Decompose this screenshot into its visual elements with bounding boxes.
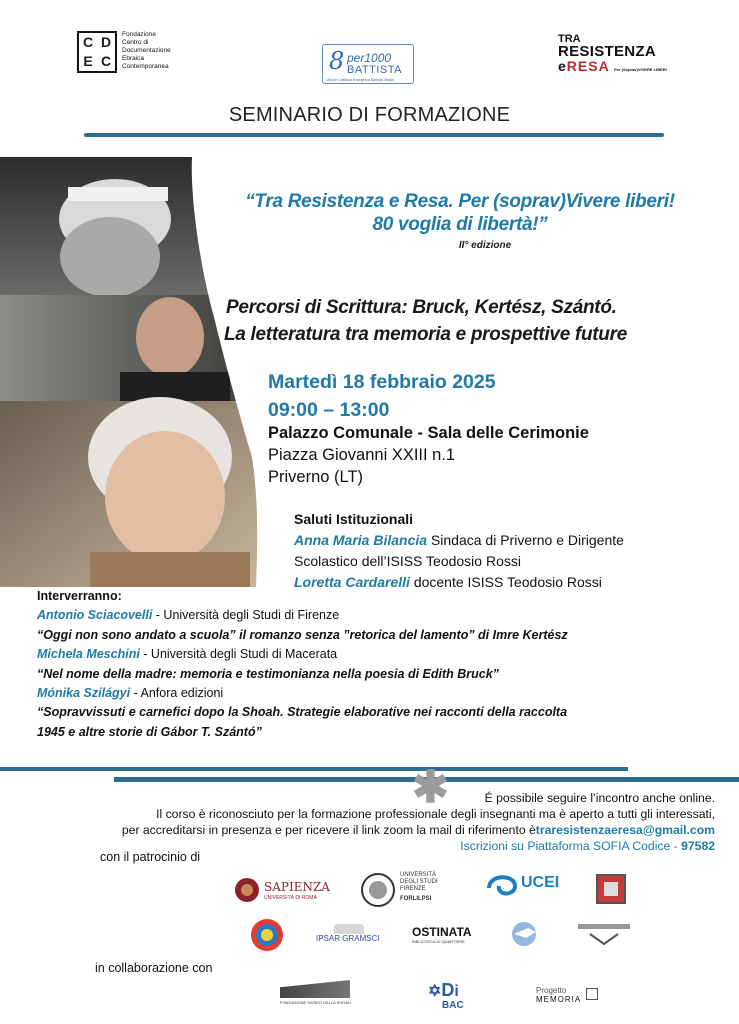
venue-city: Priverno (LT) (268, 468, 364, 486)
talk-title: “Sopravvissuti e carnefici dopo la Shoah. Strategie elaborative nei racconti della raccolta (37, 705, 568, 720)
memoria-box-icon (586, 988, 598, 1000)
cdec-text-line: Contemporanea (122, 63, 169, 70)
cdec-text-line: Documentazione (122, 47, 171, 54)
school-seal-icon (250, 918, 284, 952)
museo-name: FONDAZIONE MUSEO DELLA SHOAH (280, 1000, 351, 1005)
venue-name: Palazzo Comunale - Sala delle Cerimonie (268, 424, 589, 442)
event-subtitle-line2: La letteratura tra memoria e prospettive future (224, 324, 627, 345)
museo-building-icon (280, 980, 350, 998)
eagle-logo-icon (576, 922, 632, 948)
divider (0, 767, 628, 771)
cdec-text-line: Fondazione (122, 31, 156, 38)
otto-name: BATTISTA (347, 64, 402, 76)
cdec-letter: E (83, 53, 93, 69)
speaker-name: Mónika Szilágyi (37, 686, 131, 701)
unifi-text (400, 872, 438, 903)
speaker-name: Antonio Sciacovelli (37, 608, 153, 623)
speaker-role: Sindaca di Priverno e Dirigente (427, 532, 624, 548)
cdec-text-line: Ebraica (122, 55, 145, 62)
speaker-name: Loretta Cardarelli (294, 574, 410, 590)
sapienza-logo (234, 874, 330, 908)
sofia-code: 97582 (681, 839, 715, 853)
event-subtitle (226, 294, 726, 348)
talk-title: 1945 e altre storie di Gábor T. Szántó” (37, 724, 262, 739)
patrocinio-label: con il patrocinio di (100, 850, 201, 864)
otto-per: per1000 (347, 51, 392, 65)
talk-title: “Nel nome della madre: memoria e testimonianza nella poesia di Edith Bruck” (37, 666, 499, 681)
event-subtitle-line1: Percorsi di Scrittura: Bruck, Kertész, Szántó. (226, 297, 617, 318)
unifi-logo (360, 870, 450, 914)
tr-logo-line1: TRA (558, 33, 581, 45)
otto-sub: Unione Cristiana Evangelica Battista d'Italia (326, 78, 394, 82)
collaborazione-label: in collaborazione con (95, 961, 213, 975)
tr-logo-line3 (558, 59, 668, 77)
sapienza-name: SAPIENZA (264, 880, 330, 894)
divider (84, 133, 664, 137)
sofia-label: Iscrizioni su Piattaforma SOFIA Codice - (460, 839, 682, 853)
cdec-text-line: Centro di (122, 39, 149, 46)
speaker-role: Scolastico dell’ISISS Teodosio Rossi (294, 553, 521, 569)
event-datetime (268, 368, 496, 424)
unifi-seal-icon (360, 872, 396, 908)
saluti-section (294, 509, 714, 593)
speaker-role: docente ISISS Teodosio Rossi (409, 574, 602, 590)
dove-logo-icon (508, 920, 548, 956)
event-title-line1: “Tra Resistenza e Resa. Per (soprav)Vivere liberi! (245, 191, 675, 212)
ottopermille-logo (322, 44, 414, 84)
info-online: É possibile seguire l’incontro anche online. (484, 791, 715, 805)
speaker-affiliation: - Università degli Studi di Firenze (152, 608, 340, 623)
ostinata-name: OSTINATA (412, 925, 472, 939)
event-venue (268, 422, 589, 488)
gramsci-name: IPSAR GRAMSCI (316, 934, 380, 943)
speaker-name: Michela Meschini (37, 647, 140, 662)
tr-logo-tiny: Per (Soprav)VIVERE LIBERI (614, 67, 667, 72)
gramsci-icon (334, 924, 364, 934)
cdec-letter: C (82, 34, 94, 50)
ostinata-sub: BIBLIOTECA DI QUARTIERE (412, 939, 465, 944)
forlilpsi-name: FORLILPSI (400, 896, 432, 902)
email-link[interactable]: traresistenzaeresa@gmail.com (535, 823, 715, 837)
interventi-heading: Interverranno: (37, 589, 122, 603)
speaker-affiliation: - Anfora edizioni (130, 686, 224, 701)
speaker-name: Anna Maria Bilancia (294, 532, 428, 548)
progetto-memoria-logo (536, 986, 606, 1010)
event-title (200, 190, 720, 236)
venue-address: Piazza Giovanni XXIII n.1 (268, 446, 456, 464)
cdec-letter: C (100, 53, 112, 69)
info-section (15, 790, 715, 854)
building-icon (604, 882, 618, 896)
cdec-logo (77, 31, 117, 73)
talk-title: “Oggi non sono andato a scuola” il romanzo senza ”retorica del lamento” di Imre Kertész (37, 627, 568, 642)
unifi-line: UNIVERSITÀ (400, 872, 437, 878)
otto-num: 8 (329, 47, 345, 75)
event-time: 09:00 – 13:00 (268, 399, 390, 421)
info-text: Il corso è riconosciuto per la formazione professionale degli insegnanti ma è aperto a tutti gli interessati, (156, 807, 715, 821)
ucei-swirl-icon (485, 868, 521, 902)
asterisk-icon: ✱ (412, 763, 449, 812)
tr-logo-e: e (558, 58, 567, 74)
gramsci-logo (316, 924, 386, 943)
page-title: SEMINARIO DI FORMAZIONE (228, 104, 511, 126)
event-date: Martedì 18 febbraio 2025 (268, 371, 496, 393)
progetto-label: Progetto (536, 986, 567, 995)
event-title-line2: 80 voglia di libertà!” (372, 214, 548, 235)
ucei-logo (485, 868, 565, 904)
dibac-di: ✡Di (428, 980, 459, 1000)
tr-logo-line2: RESISTENZA (558, 43, 657, 60)
edition-label: II° edizione (458, 240, 512, 251)
tra-resistenza-logo (558, 34, 668, 77)
sapienza-seal-icon (234, 876, 260, 906)
ucei-name: UCEI (521, 874, 560, 891)
memoria-label: MEMORIA (536, 995, 582, 1004)
ostinata-logo (412, 925, 472, 944)
unifi-line: DEGLI STUDI (400, 879, 438, 885)
sapienza-sub: UNIVERSITÀ DI ROMA (264, 895, 317, 901)
interventi-section (37, 587, 717, 742)
museo-shoah-logo (280, 980, 350, 1010)
dibac-name: BAC (442, 1000, 464, 1011)
saluti-heading: Saluti Istituzionali (294, 511, 414, 527)
cdec-letter: D (100, 34, 112, 50)
speaker-affiliation: - Università degli Studi di Macerata (139, 647, 338, 662)
info-text: per accreditarsi in presenza e per ricevere il link zoom la mail di riferimento è (121, 823, 536, 837)
cdec-logo-text (122, 31, 192, 71)
school-logo (596, 874, 626, 904)
tr-logo-resa: RESA (566, 58, 610, 74)
dibac-logo (428, 980, 468, 1016)
unifi-line: FIRENZE (400, 886, 426, 892)
